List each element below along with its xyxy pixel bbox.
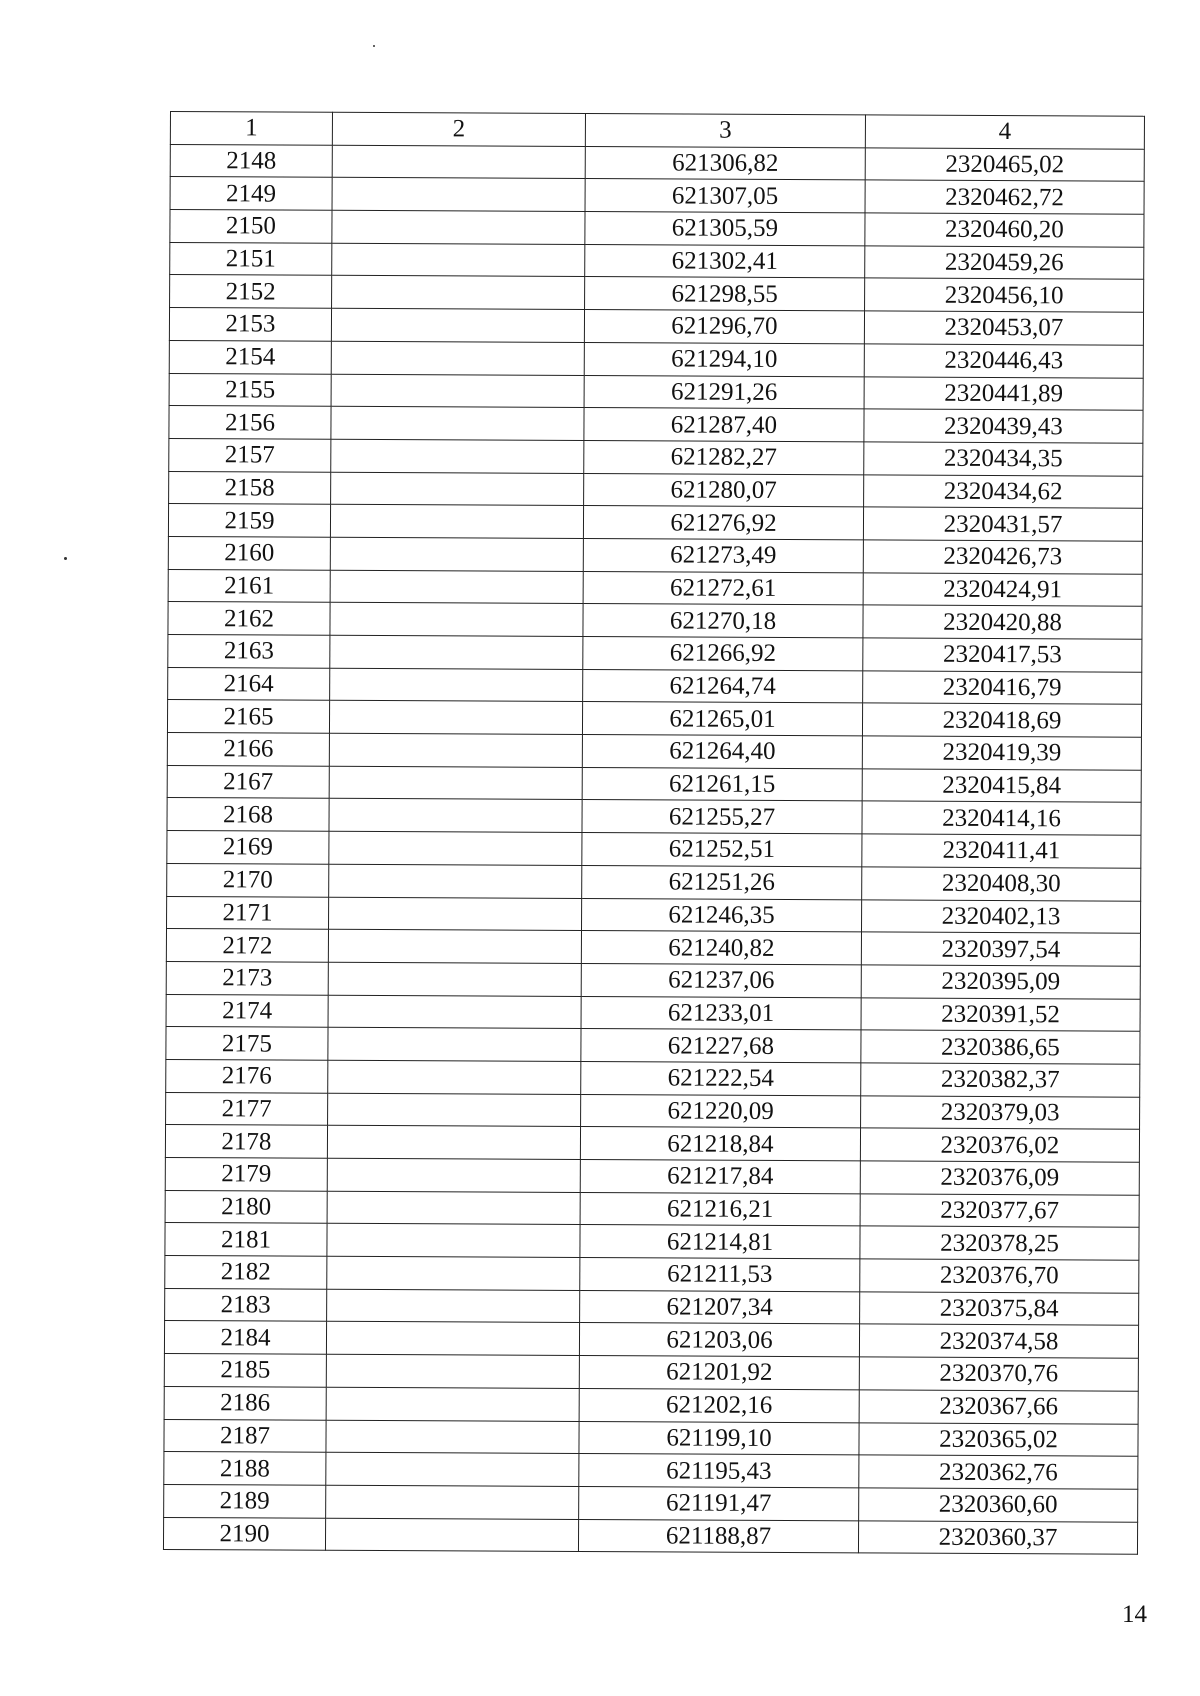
table-row bbox=[170, 144, 1144, 181]
coordinates-table bbox=[163, 111, 1145, 1555]
cell-coordinate-x: 621261,15 bbox=[582, 767, 862, 801]
cell-point-number: 2167 bbox=[167, 765, 329, 798]
cell-description bbox=[330, 570, 583, 604]
cell-point-number: 2154 bbox=[169, 340, 331, 373]
column-header-2: 2 bbox=[332, 112, 585, 146]
cell-coordinate-y: 2320456,10 bbox=[865, 278, 1144, 312]
cell-coordinate-x: 621222,54 bbox=[581, 1061, 861, 1095]
cell-point-number: 2180 bbox=[165, 1190, 327, 1223]
cell-coordinate-x: 621305,59 bbox=[585, 212, 865, 246]
cell-description bbox=[332, 178, 585, 212]
table-row bbox=[165, 1157, 1139, 1194]
scan-speck bbox=[373, 45, 375, 47]
column-header-4: 4 bbox=[865, 115, 1144, 149]
cell-coordinate-x: 621188,87 bbox=[578, 1519, 858, 1553]
cell-description bbox=[326, 1452, 579, 1486]
cell-coordinate-x: 621273,49 bbox=[583, 538, 863, 572]
cell-description bbox=[329, 864, 582, 898]
table-row bbox=[167, 700, 1141, 737]
cell-description bbox=[329, 831, 582, 865]
cell-point-number: 2148 bbox=[170, 144, 332, 177]
cell-coordinate-y: 2320424,91 bbox=[863, 573, 1142, 607]
cell-coordinate-x: 621264,40 bbox=[582, 735, 862, 769]
cell-description bbox=[328, 929, 581, 963]
cell-coordinate-y: 2320419,39 bbox=[862, 736, 1141, 770]
cell-coordinate-x: 621202,16 bbox=[579, 1388, 859, 1422]
table-row bbox=[164, 1354, 1138, 1391]
cell-coordinate-y: 2320378,25 bbox=[860, 1226, 1139, 1260]
cell-point-number: 2179 bbox=[165, 1157, 327, 1190]
cell-coordinate-y: 2320434,35 bbox=[864, 442, 1143, 476]
table-row bbox=[166, 1027, 1140, 1064]
cell-point-number: 2184 bbox=[164, 1321, 326, 1354]
cell-point-number: 2175 bbox=[166, 1027, 328, 1060]
cell-coordinate-y: 2320376,02 bbox=[860, 1128, 1139, 1162]
cell-coordinate-y: 2320365,02 bbox=[859, 1422, 1138, 1456]
cell-coordinate-x: 621270,18 bbox=[583, 604, 863, 638]
cell-coordinate-y: 2320397,54 bbox=[861, 932, 1140, 966]
cell-coordinate-x: 621298,55 bbox=[585, 277, 865, 311]
cell-coordinate-y: 2320376,09 bbox=[860, 1161, 1139, 1195]
table-row bbox=[169, 373, 1143, 410]
cell-description bbox=[328, 1060, 581, 1094]
cell-coordinate-x: 621276,92 bbox=[583, 506, 863, 540]
cell-coordinate-y: 2320418,69 bbox=[862, 703, 1141, 737]
cell-coordinate-y: 2320360,60 bbox=[859, 1488, 1138, 1522]
table-row bbox=[169, 406, 1143, 443]
cell-coordinate-y: 2320370,76 bbox=[859, 1357, 1138, 1391]
cell-coordinate-x: 621201,92 bbox=[579, 1356, 859, 1390]
cell-coordinate-x: 621306,82 bbox=[585, 146, 865, 180]
cell-coordinate-y: 2320431,57 bbox=[863, 507, 1142, 541]
table-row bbox=[164, 1321, 1138, 1358]
cell-point-number: 2155 bbox=[169, 373, 331, 406]
table-row bbox=[165, 1223, 1139, 1260]
cell-point-number: 2171 bbox=[167, 896, 329, 929]
cell-coordinate-x: 621287,40 bbox=[584, 408, 864, 442]
cell-description bbox=[326, 1387, 579, 1421]
cell-coordinate-y: 2320446,43 bbox=[864, 344, 1143, 378]
cell-point-number: 2188 bbox=[164, 1452, 326, 1485]
cell-description bbox=[326, 1485, 579, 1519]
table-row bbox=[165, 1256, 1139, 1293]
cell-point-number: 2161 bbox=[168, 569, 330, 602]
cell-point-number: 2186 bbox=[164, 1386, 326, 1419]
cell-coordinate-y: 2320434,62 bbox=[864, 474, 1143, 508]
cell-description bbox=[330, 635, 583, 669]
cell-point-number: 2152 bbox=[170, 275, 332, 308]
cell-description bbox=[328, 1093, 581, 1127]
table-row bbox=[170, 275, 1144, 312]
cell-coordinate-x: 621307,05 bbox=[585, 179, 865, 213]
cell-point-number: 2174 bbox=[166, 994, 328, 1027]
cell-coordinate-x: 621217,84 bbox=[580, 1160, 860, 1194]
cell-coordinate-x: 621265,01 bbox=[582, 702, 862, 736]
cell-coordinate-y: 2320417,53 bbox=[863, 638, 1142, 672]
table-row bbox=[166, 994, 1140, 1031]
cell-description bbox=[327, 1224, 580, 1258]
cell-point-number: 2168 bbox=[167, 798, 329, 831]
cell-coordinate-y: 2320426,73 bbox=[863, 540, 1142, 574]
cell-point-number: 2157 bbox=[169, 438, 331, 471]
cell-coordinate-y: 2320411,41 bbox=[862, 834, 1141, 868]
cell-description bbox=[329, 701, 582, 735]
column-header-3: 3 bbox=[585, 114, 865, 148]
cell-coordinate-x: 621291,26 bbox=[584, 375, 864, 409]
cell-coordinate-y: 2320391,52 bbox=[861, 997, 1140, 1031]
table-row bbox=[168, 569, 1142, 606]
cell-point-number: 2173 bbox=[166, 961, 328, 994]
cell-description bbox=[332, 243, 585, 277]
cell-description bbox=[327, 1191, 580, 1225]
cell-point-number: 2190 bbox=[163, 1517, 325, 1550]
cell-coordinate-x: 621207,34 bbox=[580, 1290, 860, 1324]
cell-coordinate-y: 2320360,37 bbox=[858, 1520, 1137, 1554]
cell-coordinate-x: 621214,81 bbox=[580, 1225, 860, 1259]
table-row bbox=[166, 961, 1140, 998]
cell-description bbox=[331, 439, 584, 473]
cell-point-number: 2162 bbox=[168, 602, 330, 635]
cell-point-number: 2156 bbox=[169, 406, 331, 439]
cell-coordinate-x: 621251,26 bbox=[582, 865, 862, 899]
cell-coordinate-x: 621266,92 bbox=[583, 637, 863, 671]
cell-description bbox=[330, 603, 583, 637]
table-row bbox=[166, 1092, 1140, 1129]
table-row bbox=[167, 798, 1141, 835]
cell-description bbox=[326, 1322, 579, 1356]
cell-coordinate-x: 621199,10 bbox=[579, 1421, 859, 1455]
cell-coordinate-x: 621282,27 bbox=[584, 440, 864, 474]
cell-description bbox=[331, 374, 584, 408]
cell-coordinate-y: 2320420,88 bbox=[863, 605, 1142, 639]
cell-coordinate-x: 621264,74 bbox=[583, 669, 863, 703]
cell-coordinate-y: 2320377,67 bbox=[860, 1194, 1139, 1228]
cell-coordinate-x: 621246,35 bbox=[581, 898, 861, 932]
cell-coordinate-x: 621195,43 bbox=[579, 1454, 859, 1488]
table-row bbox=[170, 177, 1144, 214]
cell-point-number: 2189 bbox=[164, 1484, 326, 1517]
table-row bbox=[170, 210, 1144, 247]
table-row bbox=[166, 1059, 1140, 1096]
cell-description bbox=[330, 537, 583, 571]
cell-coordinate-y: 2320441,89 bbox=[864, 376, 1143, 410]
table-row bbox=[167, 863, 1141, 900]
cell-description bbox=[327, 1289, 580, 1323]
table-row bbox=[164, 1452, 1138, 1489]
cell-point-number: 2153 bbox=[169, 308, 331, 341]
cell-description bbox=[325, 1518, 578, 1552]
table-row bbox=[168, 602, 1142, 639]
cell-point-number: 2178 bbox=[165, 1125, 327, 1158]
cell-coordinate-y: 2320367,66 bbox=[859, 1390, 1138, 1424]
cell-coordinate-y: 2320379,03 bbox=[861, 1096, 1140, 1130]
cell-point-number: 2183 bbox=[165, 1288, 327, 1321]
cell-description bbox=[329, 733, 582, 767]
cell-description bbox=[327, 1256, 580, 1290]
cell-coordinate-x: 621227,68 bbox=[581, 1029, 861, 1063]
cell-coordinate-x: 621240,82 bbox=[581, 931, 861, 965]
cell-description bbox=[326, 1420, 579, 1454]
cell-coordinate-x: 621218,84 bbox=[580, 1127, 860, 1161]
table-row bbox=[166, 929, 1140, 966]
cell-coordinate-x: 621272,61 bbox=[583, 571, 863, 605]
table-row bbox=[169, 471, 1143, 508]
cell-description bbox=[332, 210, 585, 244]
table-row bbox=[169, 308, 1143, 345]
cell-point-number: 2151 bbox=[170, 242, 332, 275]
table-row bbox=[169, 438, 1143, 475]
cell-coordinate-x: 621233,01 bbox=[581, 996, 861, 1030]
table-row bbox=[168, 667, 1142, 704]
cell-point-number: 2149 bbox=[170, 177, 332, 210]
table-row bbox=[164, 1484, 1138, 1521]
cell-description bbox=[327, 1126, 580, 1160]
cell-description bbox=[330, 505, 583, 539]
cell-point-number: 2166 bbox=[167, 733, 329, 766]
cell-description bbox=[328, 962, 581, 996]
cell-point-number: 2163 bbox=[168, 634, 330, 667]
table-row bbox=[164, 1386, 1138, 1423]
cell-coordinate-x: 621220,09 bbox=[581, 1094, 861, 1128]
column-header-1: 1 bbox=[170, 112, 332, 145]
cell-coordinate-y: 2320453,07 bbox=[864, 311, 1143, 345]
cell-coordinate-y: 2320374,58 bbox=[859, 1324, 1138, 1358]
table-row bbox=[170, 242, 1144, 279]
scan-speck bbox=[64, 557, 67, 560]
cell-description bbox=[328, 1028, 581, 1062]
cell-coordinate-y: 2320460,20 bbox=[865, 213, 1144, 247]
cell-description bbox=[329, 897, 582, 931]
table-row bbox=[164, 1419, 1138, 1456]
table-header-row bbox=[170, 112, 1144, 149]
cell-coordinate-x: 621211,53 bbox=[580, 1258, 860, 1292]
cell-description bbox=[332, 276, 585, 310]
table-row bbox=[168, 504, 1142, 541]
table-body bbox=[163, 112, 1144, 1555]
cell-point-number: 2158 bbox=[169, 471, 331, 504]
table-row bbox=[165, 1125, 1139, 1162]
cell-coordinate-y: 2320415,84 bbox=[862, 769, 1141, 803]
cell-coordinate-x: 621191,47 bbox=[579, 1486, 859, 1520]
cell-description bbox=[327, 1158, 580, 1192]
cell-coordinate-x: 621302,41 bbox=[585, 244, 865, 278]
table-row bbox=[167, 831, 1141, 868]
cell-coordinate-y: 2320459,26 bbox=[865, 246, 1144, 280]
cell-coordinate-x: 621237,06 bbox=[581, 963, 861, 997]
cell-point-number: 2160 bbox=[168, 536, 330, 569]
cell-point-number: 2150 bbox=[170, 210, 332, 243]
cell-point-number: 2170 bbox=[167, 863, 329, 896]
cell-point-number: 2176 bbox=[166, 1059, 328, 1092]
page-number: 14 bbox=[1122, 1601, 1147, 1628]
cell-coordinate-y: 2320414,16 bbox=[862, 801, 1141, 835]
cell-coordinate-y: 2320376,70 bbox=[860, 1259, 1139, 1293]
cell-point-number: 2181 bbox=[165, 1223, 327, 1256]
table-row bbox=[168, 634, 1142, 671]
cell-point-number: 2185 bbox=[164, 1354, 326, 1387]
cell-point-number: 2159 bbox=[168, 504, 330, 537]
cell-coordinate-x: 621255,27 bbox=[582, 800, 862, 834]
cell-description bbox=[331, 472, 584, 506]
cell-coordinate-y: 2320386,65 bbox=[861, 1030, 1140, 1064]
table-row bbox=[165, 1288, 1139, 1325]
cell-coordinate-x: 621203,06 bbox=[579, 1323, 859, 1357]
cell-coordinate-x: 621280,07 bbox=[584, 473, 864, 507]
cell-coordinate-y: 2320382,37 bbox=[861, 1063, 1140, 1097]
cell-coordinate-y: 2320465,02 bbox=[865, 148, 1144, 182]
table-row bbox=[168, 536, 1142, 573]
table-row bbox=[163, 1517, 1137, 1554]
cell-point-number: 2169 bbox=[167, 831, 329, 864]
table-row bbox=[167, 765, 1141, 802]
table-row bbox=[167, 896, 1141, 933]
cell-coordinate-y: 2320375,84 bbox=[860, 1292, 1139, 1326]
cell-description bbox=[329, 766, 582, 800]
cell-description bbox=[328, 995, 581, 1029]
cell-coordinate-x: 621296,70 bbox=[584, 310, 864, 344]
cell-coordinate-y: 2320439,43 bbox=[864, 409, 1143, 443]
cell-coordinate-y: 2320395,09 bbox=[861, 965, 1140, 999]
table-row bbox=[167, 733, 1141, 770]
cell-coordinate-y: 2320408,30 bbox=[862, 867, 1141, 901]
cell-description bbox=[329, 799, 582, 833]
cell-point-number: 2164 bbox=[168, 667, 330, 700]
cell-description bbox=[331, 341, 584, 375]
cell-coordinate-y: 2320362,76 bbox=[859, 1455, 1138, 1489]
cell-coordinate-y: 2320402,13 bbox=[861, 899, 1140, 933]
cell-coordinate-y: 2320462,72 bbox=[865, 180, 1144, 214]
cell-point-number: 2187 bbox=[164, 1419, 326, 1452]
cell-coordinate-x: 621216,21 bbox=[580, 1192, 860, 1226]
cell-description bbox=[331, 406, 584, 440]
cell-description bbox=[331, 308, 584, 342]
cell-coordinate-y: 2320416,79 bbox=[863, 671, 1142, 705]
cell-point-number: 2177 bbox=[166, 1092, 328, 1125]
cell-description bbox=[330, 668, 583, 702]
cell-point-number: 2172 bbox=[166, 929, 328, 962]
cell-description bbox=[332, 145, 585, 179]
cell-coordinate-x: 621252,51 bbox=[582, 833, 862, 867]
table-row bbox=[165, 1190, 1139, 1227]
cell-description bbox=[326, 1354, 579, 1388]
cell-point-number: 2182 bbox=[165, 1256, 327, 1289]
table-row bbox=[169, 340, 1143, 377]
cell-coordinate-x: 621294,10 bbox=[584, 342, 864, 376]
cell-point-number: 2165 bbox=[167, 700, 329, 733]
